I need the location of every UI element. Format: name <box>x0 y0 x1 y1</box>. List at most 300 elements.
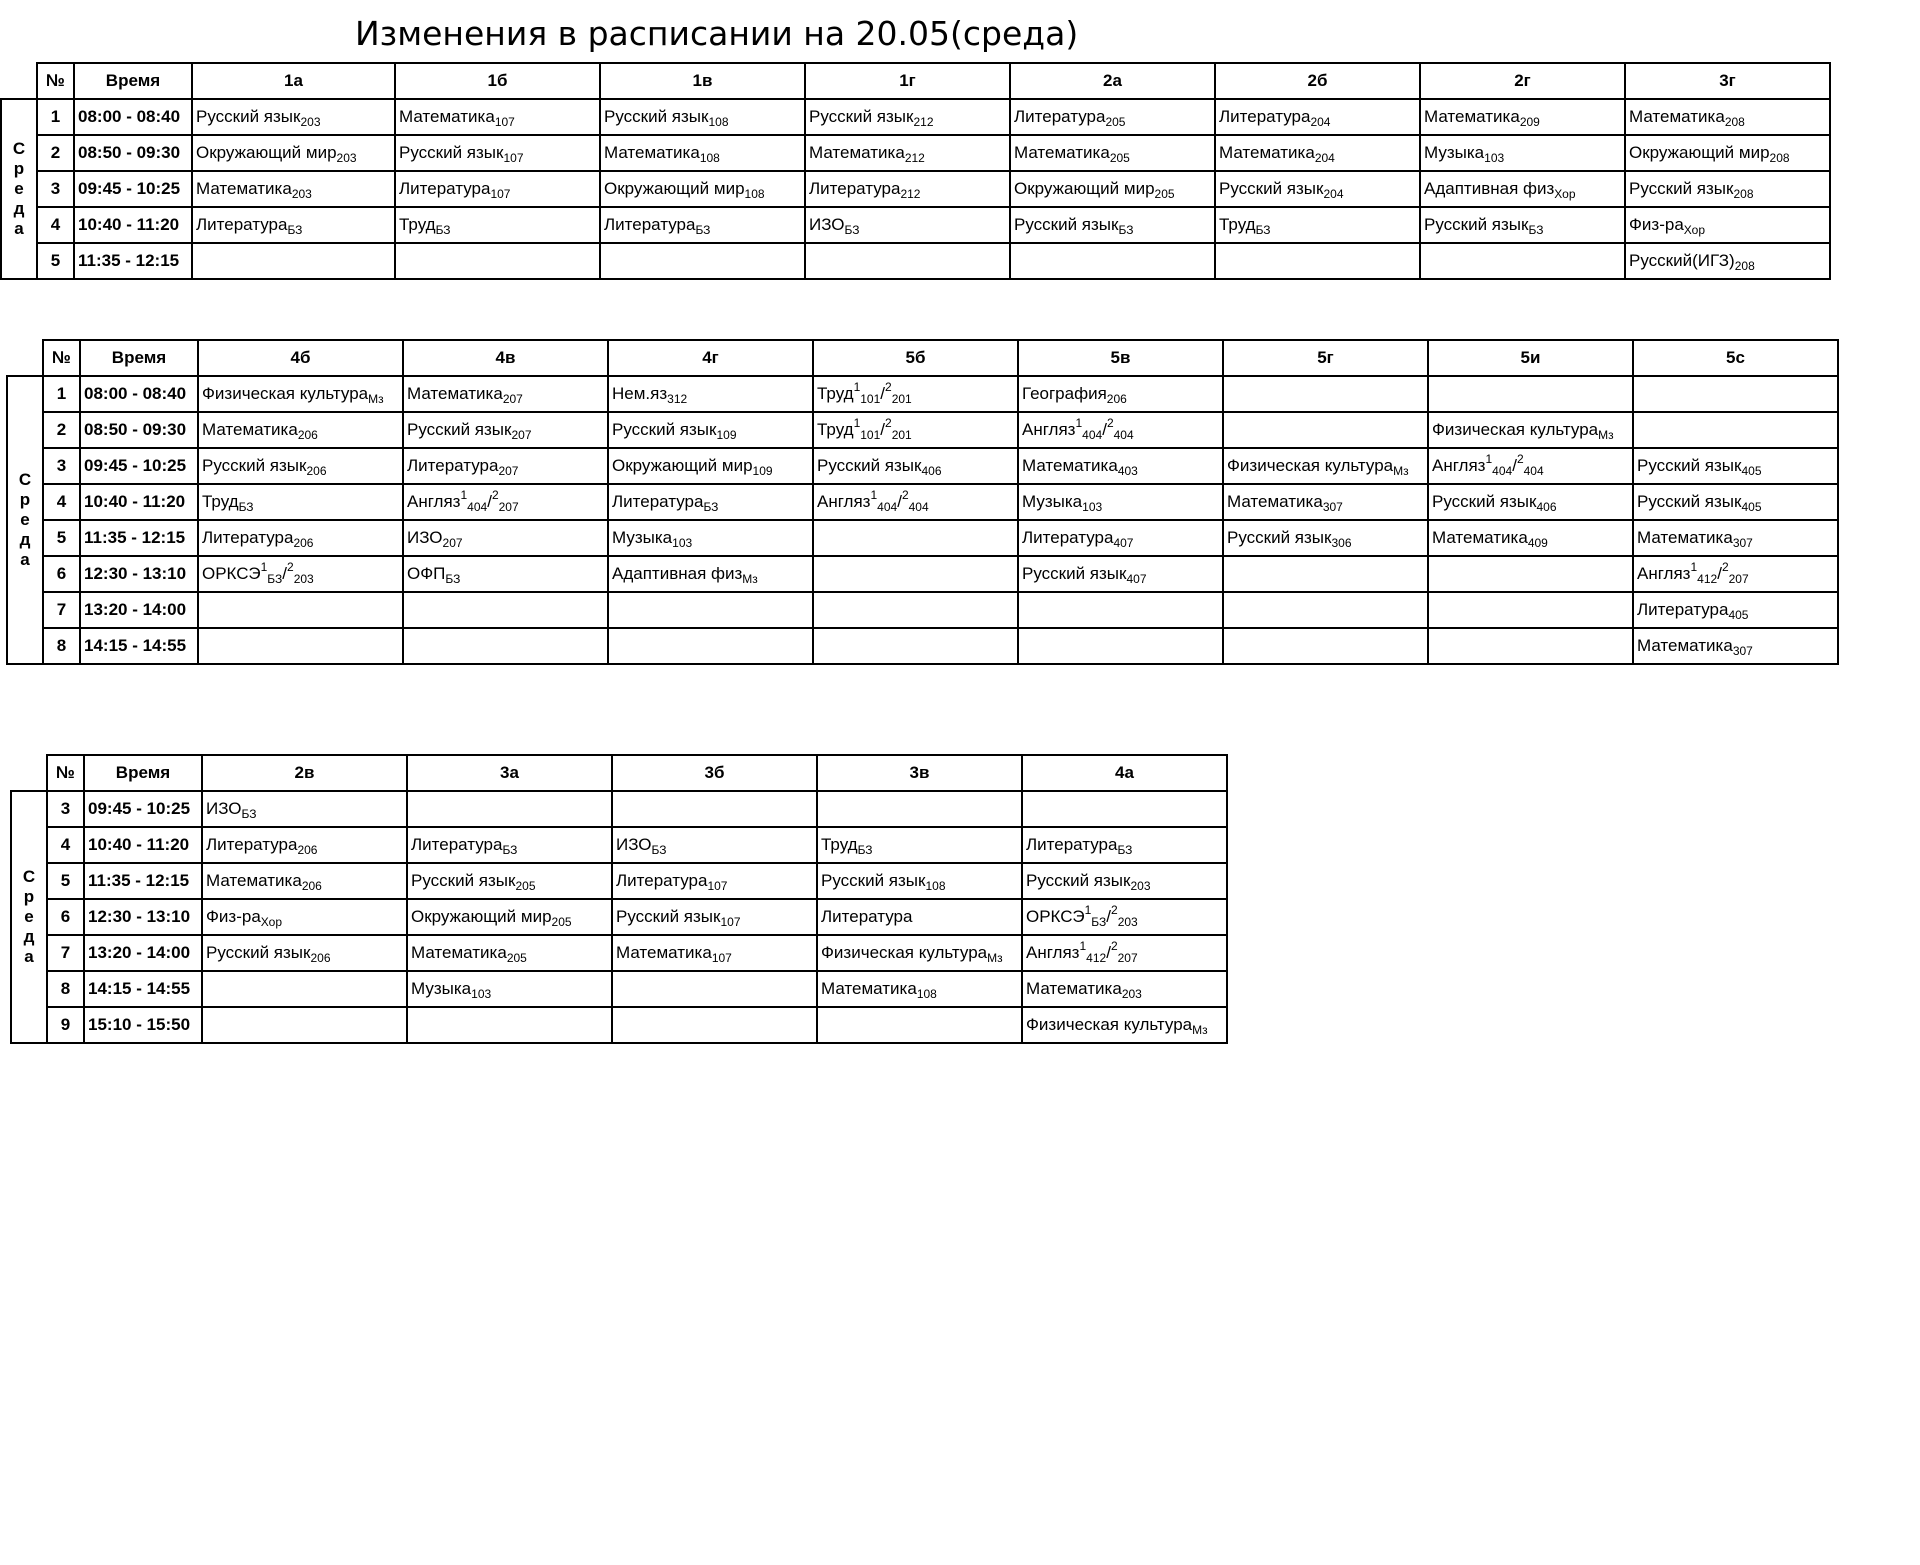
lesson-time: 09:45 - 10:25 <box>84 791 202 827</box>
subject-name: Литература <box>407 456 499 475</box>
lesson-cell <box>1428 520 1633 556</box>
lesson-cell <box>1018 628 1223 664</box>
room-number: 107 <box>711 951 732 965</box>
lesson-time: 08:50 - 09:30 <box>80 412 198 448</box>
table-row <box>7 520 1838 556</box>
room-number: 207 <box>498 464 519 478</box>
subject-name: Математика <box>1432 528 1528 547</box>
subject-name: Русский язык <box>411 871 516 890</box>
group-separator: / <box>1106 943 1111 962</box>
lesson-cell <box>1428 484 1633 520</box>
lesson-cell <box>407 971 612 1007</box>
subject-name: Физическая культура <box>1026 1015 1193 1034</box>
lesson-cell <box>817 935 1022 971</box>
subject-name: Литература <box>821 907 913 926</box>
room-number: 204 <box>1323 187 1344 201</box>
lesson-cell <box>1022 935 1227 971</box>
class-header: 3а <box>407 755 612 791</box>
group-separator: / <box>880 420 886 439</box>
class-header: 5в <box>1018 340 1223 376</box>
lesson-cell <box>1428 448 1633 484</box>
class-header: 1в <box>600 63 805 99</box>
lesson-cell <box>192 171 395 207</box>
lesson-number: 8 <box>47 971 84 1007</box>
group-1-mark: 1 <box>1690 560 1698 574</box>
room-number: 108 <box>708 115 729 129</box>
table-row <box>1 135 1830 171</box>
lesson-cell <box>1215 99 1420 135</box>
subject-name: ОРКСЭ <box>1026 907 1085 926</box>
lesson-cell <box>612 899 817 935</box>
lesson-cell <box>1420 135 1625 171</box>
lesson-number: 2 <box>43 412 80 448</box>
class-header: 5г <box>1223 340 1428 376</box>
lesson-time: 11:35 - 12:15 <box>84 863 202 899</box>
subject-name: Литература <box>1219 107 1311 126</box>
class-header: 1а <box>192 63 395 99</box>
subject-name: Русский язык <box>1227 528 1332 547</box>
room-number: БЗ <box>502 843 518 857</box>
lesson-cell <box>1223 628 1428 664</box>
lesson-cell <box>407 899 612 935</box>
group-2-mark: 2 <box>1106 416 1114 430</box>
room-group-2: 404 <box>908 500 929 514</box>
lesson-cell <box>1215 207 1420 243</box>
room-number: 107 <box>503 151 524 165</box>
subject-name: Нем.яз <box>612 384 668 403</box>
lesson-cell <box>1018 484 1223 520</box>
corner-cell <box>1 63 37 99</box>
lesson-cell <box>813 376 1018 412</box>
lesson-cell <box>600 243 805 279</box>
room-number: 108 <box>916 987 937 1001</box>
lesson-time: 11:35 - 12:15 <box>80 520 198 556</box>
lesson-cell <box>608 412 813 448</box>
room-number: 205 <box>551 915 572 929</box>
lesson-cell <box>403 484 608 520</box>
schedule-grid <box>0 62 1831 280</box>
subject-name: Математика <box>1022 456 1118 475</box>
room-number: 205 <box>1105 115 1126 129</box>
group-2-mark: 2 <box>1111 903 1118 917</box>
room-number: 208 <box>1769 151 1790 165</box>
room-number: 403 <box>1117 464 1138 478</box>
subject-name: Труд <box>817 420 854 439</box>
room-number: 212 <box>900 187 921 201</box>
group-1-mark: 1 <box>1485 452 1493 466</box>
class-header: 3в <box>817 755 1022 791</box>
time-header: Время <box>74 63 192 99</box>
room-number: БЗ <box>857 843 873 857</box>
group-2-mark: 2 <box>1721 560 1729 574</box>
lesson-cell <box>395 171 600 207</box>
lesson-cell <box>612 827 817 863</box>
room-number: 406 <box>1536 500 1557 514</box>
lesson-cell <box>407 935 612 971</box>
subject-name: Литература <box>202 528 294 547</box>
subject-name: Русский язык <box>1637 492 1742 511</box>
subject-name: Математика <box>1014 143 1110 162</box>
subject-name: Математика <box>1637 636 1733 655</box>
lesson-cell <box>817 1007 1022 1043</box>
room-group-2: 404 <box>1523 464 1544 478</box>
lesson-cell <box>1625 99 1830 135</box>
lesson-cell <box>1018 556 1223 592</box>
lesson-cell <box>1223 412 1428 448</box>
subject-name: Музыка <box>1022 492 1083 511</box>
room-number: 209 <box>1519 115 1540 129</box>
group-2-mark: 2 <box>1110 939 1118 953</box>
subject-name: Окружающий мир <box>196 143 337 162</box>
subject-name: География <box>1022 384 1107 403</box>
lesson-cell <box>1633 592 1838 628</box>
group-1-mark: 1 <box>1075 416 1083 430</box>
subject-name: Физическая культура <box>1227 456 1394 475</box>
lesson-cell <box>192 135 395 171</box>
group-separator: / <box>1512 456 1517 475</box>
lesson-cell <box>817 791 1022 827</box>
lesson-cell <box>407 1007 612 1043</box>
subject-name: Литература <box>196 215 288 234</box>
room-group-2: 203 <box>1117 915 1138 929</box>
lesson-cell <box>407 791 612 827</box>
lesson-cell <box>805 171 1010 207</box>
lesson-cell <box>1428 412 1633 448</box>
lesson-cell <box>1420 207 1625 243</box>
lesson-cell <box>1633 376 1838 412</box>
group-1-mark: 1 <box>1079 939 1087 953</box>
lesson-cell <box>1633 448 1838 484</box>
room-number: 109 <box>752 464 773 478</box>
lesson-number: 3 <box>37 171 74 207</box>
subject-name: Математика <box>1637 528 1733 547</box>
subject-name: Русский язык <box>1432 492 1537 511</box>
lesson-cell <box>202 1007 407 1043</box>
lesson-cell <box>395 135 600 171</box>
lesson-time: 10:40 - 11:20 <box>74 207 192 243</box>
room-number: 307 <box>1322 500 1343 514</box>
room-number: 409 <box>1527 536 1548 550</box>
lesson-cell <box>600 207 805 243</box>
room-number: 109 <box>716 428 737 442</box>
lesson-cell <box>202 899 407 935</box>
lesson-cell <box>198 520 403 556</box>
lesson-cell <box>1223 556 1428 592</box>
lesson-cell <box>608 448 813 484</box>
group-separator: / <box>1102 420 1107 439</box>
table-row <box>1 99 1830 135</box>
room-number: 307 <box>1732 644 1753 658</box>
lesson-cell <box>1022 899 1227 935</box>
lesson-cell <box>198 556 403 592</box>
room-group-2: 203 <box>293 572 314 586</box>
room-number: 212 <box>904 151 925 165</box>
day-letter: р <box>13 159 25 178</box>
room-number: 107 <box>720 915 741 929</box>
lesson-time: 10:40 - 11:20 <box>80 484 198 520</box>
room-number: 107 <box>707 879 728 893</box>
lesson-cell <box>813 520 1018 556</box>
lesson-cell <box>1022 971 1227 1007</box>
schedule-grid <box>10 754 1228 1044</box>
lesson-number: 4 <box>37 207 74 243</box>
room-number: Мз <box>1393 464 1409 478</box>
class-header: 2б <box>1215 63 1420 99</box>
subject-name: Литература <box>411 835 503 854</box>
lesson-cell <box>202 971 407 1007</box>
day-letter: а <box>14 219 24 238</box>
lesson-cell <box>612 935 817 971</box>
lesson-cell <box>608 520 813 556</box>
day-letter: а <box>20 550 30 569</box>
lesson-cell <box>202 827 407 863</box>
lesson-time: 13:20 - 14:00 <box>80 592 198 628</box>
room-number: БЗ <box>287 223 303 237</box>
lesson-time: 08:50 - 09:30 <box>74 135 192 171</box>
schedule-table-3 <box>10 754 1228 1044</box>
table-row <box>7 592 1838 628</box>
lesson-time: 09:45 - 10:25 <box>74 171 192 207</box>
room-number: Мз <box>987 951 1003 965</box>
day-label <box>7 376 43 664</box>
room-number: 212 <box>913 115 934 129</box>
lesson-time: 14:15 - 14:55 <box>84 971 202 1007</box>
subject-name: ИЗО <box>206 799 242 818</box>
subject-name: Физ-ра <box>206 907 261 926</box>
room-number: БЗ <box>435 223 451 237</box>
lesson-cell <box>1010 99 1215 135</box>
lesson-cell <box>1633 628 1838 664</box>
subject-name: Математика <box>809 143 905 162</box>
lesson-cell <box>1010 171 1215 207</box>
lesson-cell <box>1022 827 1227 863</box>
room-number: 103 <box>672 536 693 550</box>
lesson-cell <box>813 448 1018 484</box>
lesson-cell <box>608 628 813 664</box>
room-number: 206 <box>301 879 322 893</box>
subject-name: Физ-ра <box>1629 215 1684 234</box>
room-number: 108 <box>744 187 765 201</box>
room-number: Мз <box>1598 428 1614 442</box>
room-group-2: 201 <box>891 392 912 406</box>
subject-name: Англяз <box>1432 456 1486 475</box>
group-separator: / <box>1717 564 1722 583</box>
header-row <box>1 63 1830 99</box>
subject-name: Русский язык <box>616 907 721 926</box>
lesson-number: 5 <box>47 863 84 899</box>
subject-name: Математика <box>196 179 292 198</box>
room-group-1: 101 <box>860 392 881 406</box>
lesson-cell <box>805 99 1010 135</box>
room-number: БЗ <box>238 500 254 514</box>
subject-name: Литература <box>206 835 298 854</box>
lesson-cell <box>1625 207 1830 243</box>
lesson-cell <box>1420 171 1625 207</box>
subject-name: Математика <box>399 107 495 126</box>
subject-name: Русский(ИГЗ) <box>1629 251 1735 270</box>
room-number: 307 <box>1732 536 1753 550</box>
room-number: 204 <box>1314 151 1335 165</box>
room-number: 206 <box>297 428 318 442</box>
room-number: 103 <box>1082 500 1103 514</box>
lesson-cell <box>1022 791 1227 827</box>
room-number: БЗ <box>1118 223 1134 237</box>
room-number: 206 <box>306 464 327 478</box>
group-separator: / <box>282 564 288 583</box>
room-number: Хор <box>1683 223 1706 237</box>
room-number: 103 <box>471 987 492 1001</box>
subject-name: Окружающий мир <box>1014 179 1155 198</box>
room-group-1: 404 <box>467 500 488 514</box>
subject-name: Труд <box>821 835 858 854</box>
schedule-table-1 <box>0 62 1831 280</box>
lesson-time: 08:00 - 08:40 <box>74 99 192 135</box>
room-number: 206 <box>1106 392 1127 406</box>
subject-name: Литература <box>1637 600 1729 619</box>
class-header: 4г <box>608 340 813 376</box>
room-number: 207 <box>511 428 532 442</box>
table-row <box>11 899 1227 935</box>
day-letter: е <box>20 510 30 529</box>
lesson-cell <box>403 376 608 412</box>
subject-name: Англяз <box>407 492 461 511</box>
lesson-cell <box>403 412 608 448</box>
subject-name: Литература <box>399 179 491 198</box>
table-row <box>7 484 1838 520</box>
room-number: 206 <box>297 843 318 857</box>
table-row <box>11 971 1227 1007</box>
room-group-1: БЗ <box>1091 915 1107 929</box>
room-number: 108 <box>699 151 720 165</box>
day-letter: е <box>24 907 34 926</box>
subject-name: Физическая культура <box>821 943 988 962</box>
room-number: Мз <box>368 392 384 406</box>
num-header: № <box>37 63 74 99</box>
day-letter: д <box>23 927 35 946</box>
lesson-time: 14:15 - 14:55 <box>80 628 198 664</box>
lesson-cell <box>407 827 612 863</box>
room-number: БЗ <box>241 807 257 821</box>
lesson-cell <box>198 592 403 628</box>
schedule-table-2 <box>6 339 1839 665</box>
subject-name: Русский язык <box>1219 179 1324 198</box>
lesson-number: 5 <box>37 243 74 279</box>
subject-name: Русский язык <box>1424 215 1529 234</box>
lesson-number: 4 <box>47 827 84 863</box>
subject-name: Адаптивная физ <box>612 564 743 583</box>
room-number: БЗ <box>695 223 711 237</box>
lesson-cell <box>817 863 1022 899</box>
lesson-number: 6 <box>47 899 84 935</box>
room-group-2: 207 <box>1728 572 1749 586</box>
subject-name: Труд <box>399 215 436 234</box>
room-group-1: 412 <box>1086 951 1107 965</box>
lesson-time: 15:10 - 15:50 <box>84 1007 202 1043</box>
lesson-number: 2 <box>37 135 74 171</box>
lesson-time: 12:30 - 13:10 <box>80 556 198 592</box>
lesson-cell <box>198 628 403 664</box>
room-number: 107 <box>494 115 515 129</box>
subject-name: Русский язык <box>1014 215 1119 234</box>
lesson-time: 12:30 - 13:10 <box>84 899 202 935</box>
num-header: № <box>47 755 84 791</box>
lesson-cell <box>407 863 612 899</box>
table-row <box>1 243 1830 279</box>
room-number: 207 <box>502 392 523 406</box>
class-header: 3г <box>1625 63 1830 99</box>
class-header: 5с <box>1633 340 1838 376</box>
table-row <box>7 556 1838 592</box>
num-header: № <box>43 340 80 376</box>
room-number: 203 <box>300 115 321 129</box>
lesson-number: 3 <box>43 448 80 484</box>
room-group-1: 101 <box>860 428 881 442</box>
subject-name: Адаптивная физ <box>1424 179 1555 198</box>
day-letter: р <box>19 490 31 509</box>
room-number: 107 <box>490 187 511 201</box>
room-group-2: 207 <box>1117 951 1138 965</box>
lesson-cell <box>600 99 805 135</box>
subject-name: ИЗО <box>809 215 845 234</box>
table-row <box>11 935 1227 971</box>
lesson-time: 13:20 - 14:00 <box>84 935 202 971</box>
room-number: Хор <box>1554 187 1576 201</box>
room-group-2: 404 <box>1113 428 1134 442</box>
day-label <box>1 99 37 279</box>
subject-name: ОРКСЭ <box>202 564 261 583</box>
subject-name: Труд <box>817 384 854 403</box>
lesson-cell <box>813 628 1018 664</box>
class-header: 4в <box>403 340 608 376</box>
room-number: 108 <box>925 879 946 893</box>
subject-name: Математика <box>1026 979 1122 998</box>
class-header: 5и <box>1428 340 1633 376</box>
room-group-2: 207 <box>498 500 519 514</box>
group-2-mark: 2 <box>901 488 909 502</box>
lesson-number: 9 <box>47 1007 84 1043</box>
room-group-2: 201 <box>891 428 912 442</box>
subject-name: Литература <box>616 871 708 890</box>
room-number: 312 <box>667 392 688 406</box>
class-header: 4б <box>198 340 403 376</box>
room-number: 406 <box>921 464 942 478</box>
lesson-cell <box>1428 628 1633 664</box>
lesson-cell <box>1428 376 1633 412</box>
room-number: 203 <box>1121 987 1142 1001</box>
lesson-cell <box>198 448 403 484</box>
lesson-cell <box>805 243 1010 279</box>
room-number: 208 <box>1734 259 1755 273</box>
group-separator: / <box>897 492 902 511</box>
lesson-cell <box>608 376 813 412</box>
subject-name: Русский язык <box>821 871 926 890</box>
room-number: 206 <box>293 536 314 550</box>
table-row <box>11 863 1227 899</box>
lesson-number: 7 <box>43 592 80 628</box>
room-number: 205 <box>515 879 536 893</box>
subject-name: Математика <box>1424 107 1520 126</box>
lesson-cell <box>608 556 813 592</box>
lesson-cell <box>1223 448 1428 484</box>
subject-name: Русский язык <box>612 420 717 439</box>
lesson-cell <box>1420 243 1625 279</box>
lesson-cell <box>1018 520 1223 556</box>
room-number: 405 <box>1741 500 1762 514</box>
lesson-cell <box>1223 484 1428 520</box>
subject-name: Литература <box>1026 835 1118 854</box>
lesson-cell <box>1010 207 1215 243</box>
lesson-cell <box>1018 376 1223 412</box>
